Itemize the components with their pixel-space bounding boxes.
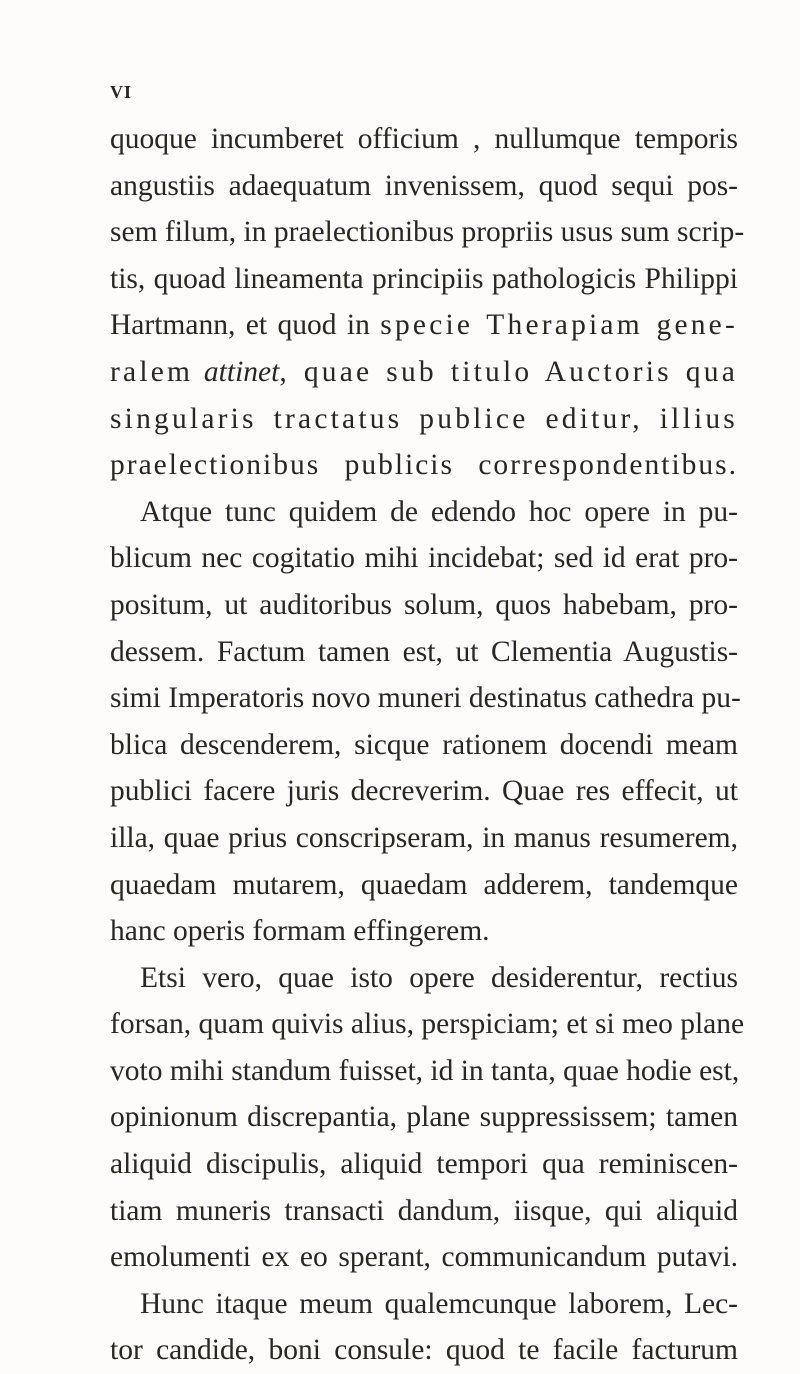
text-line: hanc operis formam effingerem.	[110, 915, 490, 948]
text-line: blica descenderem, sicque rationem docendi meam	[110, 728, 738, 761]
text-line: Etsi vero, quae isto opere desiderentur, rectius	[140, 961, 738, 994]
text-line: tiam muneris transacti dandum, iisque, qui aliquid	[110, 1194, 738, 1227]
text-line: praelectionibus publicis correspondentibus.	[110, 449, 738, 482]
text-line: positum, ut auditoribus solum, quos habebam, pro-	[110, 588, 738, 621]
text-line: voto mihi standum fuisset, id in tanta, quae hodie est,	[110, 1054, 740, 1087]
italic-emphasis: attinet	[203, 355, 280, 388]
text-line: forsan, quam quivis alius, perspiciam; et si meo plane	[110, 1008, 745, 1041]
text-line: simi Imperatoris novo muneri destinatus cathedra pu-	[110, 682, 741, 715]
text-line: singularis tractatus publice editur, illius	[110, 402, 738, 435]
spaced-emphasis: , quae sub titulo Auctoris qua	[279, 355, 739, 388]
text-line: sem filum, in praelectionibus propriis usus sum scrip-	[110, 216, 745, 249]
text-line	[110, 302, 738, 349]
page-number: VI	[110, 82, 133, 102]
body-text	[110, 116, 745, 1374]
text-line: quaedam mutarem, quaedam adderem, tandemque	[110, 868, 738, 901]
text-segment: Hartmann, et quod in	[110, 309, 370, 342]
text-line: Atque tunc quidem de edendo hoc opere in pu-	[140, 495, 738, 528]
text-line: illa, quae prius conscripseram, in manus resumerem,	[110, 821, 738, 854]
text-line: Hunc itaque meum qualemcunque laborem, Lec-	[140, 1287, 738, 1320]
text-line: opinionum discrepantia, plane suppressissem; tamen	[110, 1101, 738, 1134]
spaced-emphasis: specie Therapiam gene-	[380, 309, 739, 342]
text-line: tor candide, boni consule: quod te facile facturum	[110, 1334, 738, 1367]
text-line: angustiis adaequatum invenissem, quod sequi pos-	[110, 169, 738, 202]
text-line: publici facere juris decreverim. Quae res effecit, ut	[110, 775, 738, 808]
text-line	[110, 349, 738, 396]
text-line: aliquid discipulis, aliquid tempori qua reminiscen-	[110, 1148, 738, 1181]
text-line: emolumenti ex eo sperant, communicandum putavi.	[110, 1241, 738, 1274]
text-line: dessem. Factum tamen est, ut Clementia Augustis-	[110, 635, 738, 668]
spaced-emphasis: ralem	[110, 355, 194, 388]
text-line: blicum nec cogitatio mihi incidebat; sed id erat pro-	[110, 542, 738, 575]
text-line: quoque incumberet officium , nullumque temporis	[110, 123, 738, 155]
text-line: tis, quoad lineamenta principiis pathologicis Philippi	[110, 262, 738, 295]
